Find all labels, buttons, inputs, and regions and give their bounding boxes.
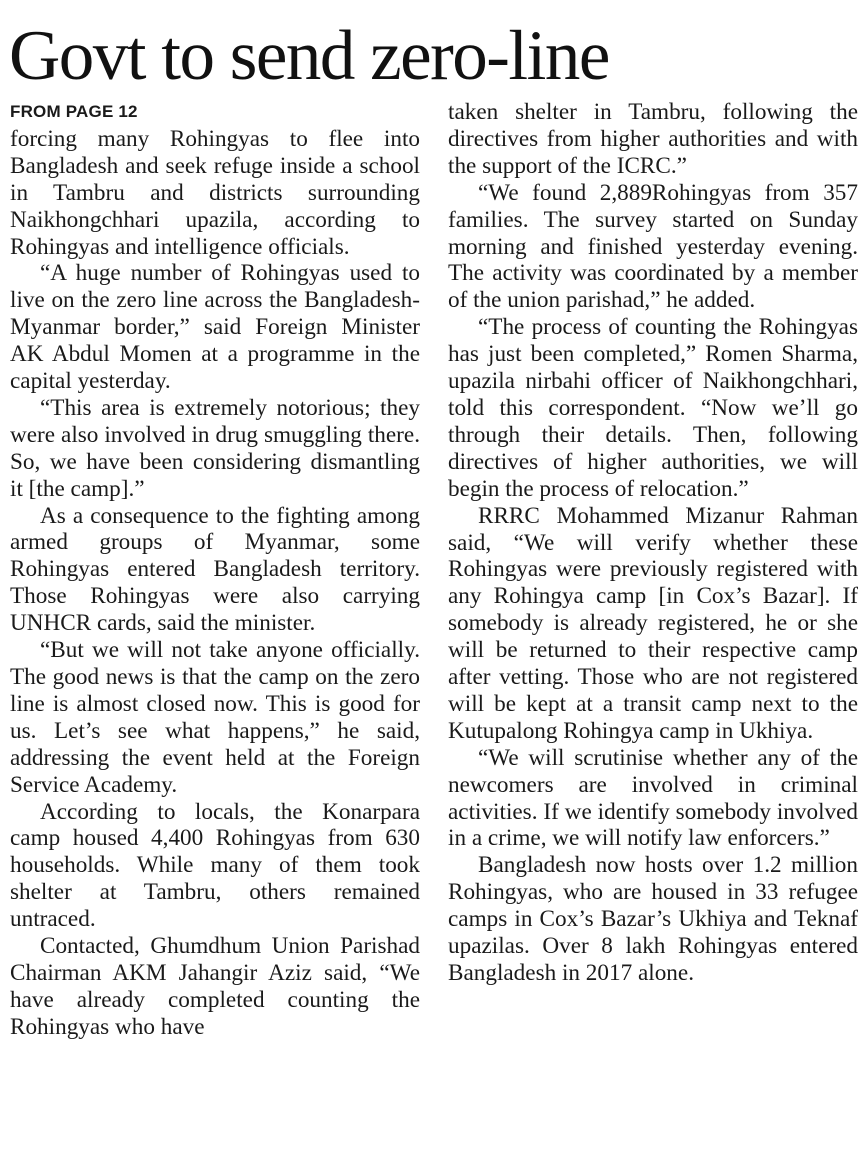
- paragraph: “We found 2,889Rohingyas from 357 families. The survey started on Sunday morning and finished yesterday evening. The activity was coordinated by a member of the union parishad,” he added.: [448, 179, 858, 314]
- left-column: [10, 99, 420, 1041]
- paragraph: “The process of counting the Rohingyas has just been completed,” Romen Sharma, upazila nirbahi officer of Naikhongchhari, told this correspondent. “Now we’ll go through their details. Then, following directives of higher authorities, we will begin the process of relocation.”: [448, 314, 858, 502]
- headline: Govt to send zero-line: [9, 17, 609, 95]
- paragraph: RRRC Mohammed Mizanur Rahman said, “We will verify whether these Rohingyas were previously registered with any Rohingya camp [in Cox’s Bazar]. If somebody is already registered, he or she will be returned to their respective camp after vetting. Those who are not registered will be kept at a transit camp next to the Kutupalong Rohingya camp in Ukhiya.: [448, 502, 858, 744]
- paragraph: “But we will not take anyone officially. The good news is that the camp on the zero line is almost closed now. This is good for us. Let’s see what happens,” he said, addressing the event held at the Foreign Service Academy.: [10, 637, 420, 798]
- paragraph: Bangladesh now hosts over 1.2 million Rohingyas, who are housed in 33 refugee camps in Cox’s Bazar’s Ukhiya and Teknaf upazilas. Over 8 lakh Rohingyas entered Bangladesh in 2017 alone.: [448, 852, 858, 986]
- paragraph: “We will scrutinise whether any of the newcomers are involved in criminal activities. If we identify somebody involved in a crime, we will notify law enforcers.”: [448, 744, 858, 852]
- paragraph: Contacted, Ghumdhum Union Parishad Chairman AKM Jahangir Aziz said, “We have already completed counting the Rohingyas who have: [10, 933, 420, 1040]
- jump-line: FROM PAGE 12: [10, 102, 138, 121]
- paragraph: “A huge number of Rohingyas used to live on the zero line across the Bangladesh-Myanmar border,” said Foreign Minister AK Abdul Momen at a programme in the capital yesterday.: [10, 260, 420, 395]
- paragraph: taken shelter in Tambru, following the directives from higher authorities and with the support of the ICRC.”: [448, 99, 858, 179]
- paragraph: According to locals, the Konarpara camp housed 4,400 Rohingyas from 630 households. While many of them took shelter at Tambru, others remained untraced.: [10, 798, 420, 933]
- paragraph: As a consequence to the fighting among armed groups of Myanmar, some Rohingyas entered Bangladesh territory. Those Rohingyas were also carrying UNHCR cards, said the minister.: [10, 502, 420, 637]
- right-column: [448, 99, 858, 987]
- paragraph: “This area is extremely notorious; they were also involved in drug smuggling there. So, we have been considering dismantling it [the camp].”: [10, 394, 420, 502]
- paragraph: forcing many Rohingyas to flee into Bangladesh and seek refuge inside a school in Tambru and districts surrounding Naikhongchhari upazila, according to Rohingyas and intelligence officials.: [10, 125, 420, 260]
